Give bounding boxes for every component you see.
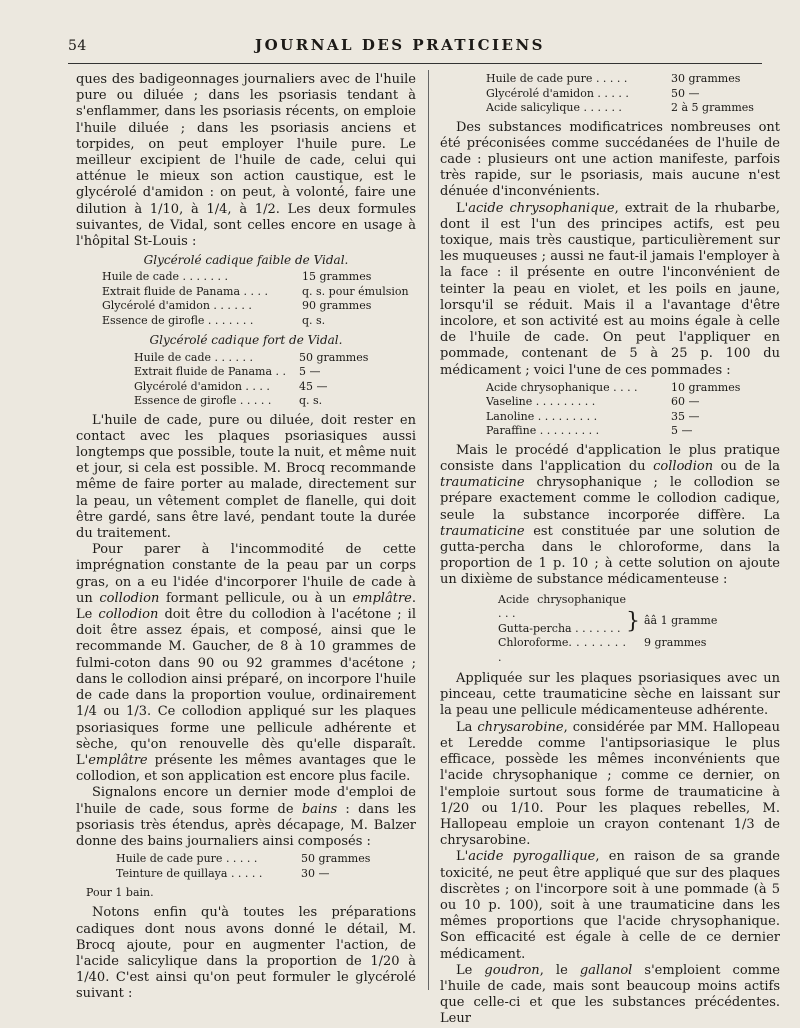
recipe-row: Glycérolé d'amidon . . . . . 50 — <box>486 86 700 100</box>
recipe-title: Glycérolé cadique fort de Vidal. <box>149 333 343 348</box>
recipe-row: Extrait fluide de Panama . . 5 — <box>134 365 321 379</box>
brace-icon: } <box>626 608 640 634</box>
brace-quantities: } ââ 1 gramme 9 grammes <box>626 608 718 650</box>
paragraph: Pour parer à l'incommodité de cette imprégnation constante de la peau par un corps gras, on a eu l'idée d'incorporer l'huile de cade à un collodion formant pellicule, ou à un emplâtre. Le collodion doit être du collodion à l'acétone ; il doit être assez épais, et composé, ainsi que le recommande M. Gaucher, de 8 à 10 grammes de fulmi-coton dans 90 ou 92 grammes d'acétone ; dans le collodion ainsi préparé, on incorpore l'huile de cade dans la proportion voulue, ordinairement 1/4 ou 1/3. Ce collodion appliqué sur les plaques psoriasiques forme une pellicule adhérente et sèche, qu'on renouvelle dès qu'elle disparaît. L'emplâtre présente les mêmes avantages que le collodion, et son application est encore plus facile. <box>76 542 416 785</box>
recipe-title: Glycérolé cadique faible de Vidal. <box>143 253 349 268</box>
brace-names: Acide chrysophanique . . . Gutta-percha . . . . . . . Chloroforme. . . . . . . . . <box>498 592 626 664</box>
recipe-row: Extrait fluide de Panama . . . . q. s. pour émulsion <box>102 284 409 298</box>
recipe-salicylic <box>440 72 780 116</box>
left-column <box>76 72 416 1003</box>
running-head: JOURNAL DES PRATICIENS <box>255 36 545 54</box>
paragraph: ques des badigeonnages journaliers avec de l'huile pure ou diluée ; dans les psoriasis tendant à s'enflammer, dans les psoriasis récents, on emploie l'huile diluée ; dans les psoriasis anciens et torpides, on peut employer l'huile pure. Le meilleur excipient de l'huile de cade, celui qui atténue le mieux son action caustique, est le glycérolé d'amidon : on peut, à volonté, faire une dilution à 1/10, à 1/4, à 1/2. Les deux formules suivantes, de Vidal, sont celles encore en usage à l'hôpital St-Louis : <box>76 72 416 250</box>
recipe-row: Paraffine . . . . . . . . . 5 — <box>486 424 693 438</box>
column-divider <box>428 70 429 990</box>
recipe-row: Lanoline . . . . . . . . . 35 — <box>486 409 700 423</box>
page-number: 54 <box>68 38 87 54</box>
right-column <box>440 72 780 1028</box>
recipe-row: Teinture de quillaya . . . . . 30 — <box>116 866 330 880</box>
paragraph: Mais le procédé d'application le plus pratique consiste dans l'application du collodion ou de la traumaticine chrysophanique ; le collodion se prépare exactement comme le collodion cadique, seule la substance incorporée diffère. La traumaticine est constituée par une solution de gutta-percha dans le chloroforme, dans la proportion de 1 p. 10 ; à cette solution on ajoute un dixième de substance médicamenteuse : <box>440 442 780 588</box>
recipe-row: Glycérolé d'amidon . . . . 45 — <box>134 379 328 393</box>
recipe-pommade <box>440 381 780 439</box>
recipe-row: Vaseline . . . . . . . . . 60 — <box>486 395 700 409</box>
recipe-weak-vidal <box>76 270 416 328</box>
paragraph: L'acide chrysophanique, extrait de la rhubarbe, dont il est l'un des principes actifs, est peu toxique, mais très caustique, particulièrement sur les muqueuses ; aussi ne faut-il jamais l'employer à la face : il présente en outre l'inconvénient de teinter la peau en violet, et les poils en jaune, lorsqu'il se réduit. Mais il a l'avantage d'être incolore, et son activité est au moins égale à celle de l'huile de cade. On peut l'appliquer en pommade, contenant de 5 à 25 p. 100 du médicament ; voici l'une de ces pommades : <box>440 200 780 378</box>
paragraph: La chrysarobine, considérée par MM. Hallopeau et Leredde comme l'antipsoriasique le plus efficace, possède les mêmes inconvénients que l'acide chrysophanique ; comme ce dernier, on l'emploie surtout sous forme de traumaticine à 1/20 ou 1/10. Pour les plaques rebelles, M. Hallopeau emploie un crayon contenant 1/3 de chrysarobine. <box>440 719 781 849</box>
recipe-bath <box>76 852 416 881</box>
recipe-row: Huile de cade pure . . . . . 30 grammes <box>486 72 741 85</box>
recipe-row: Glycérolé d'amidon . . . . . . 90 grammes <box>102 299 372 313</box>
recipe-row: Acide salicylique . . . . . . 2 à 5 grammes <box>486 101 754 114</box>
paragraph: Appliquée sur les plaques psoriasiques avec un pinceau, cette traumaticine sèche en laissant sur la peau une pellicule médicamenteuse adhérente. <box>440 671 780 719</box>
recipe-strong-vidal <box>76 351 416 409</box>
recipe-row: Huile de cade pure . . . . . 50 grammes <box>116 852 371 866</box>
paragraph: Notons enfin qu'à toutes les préparations cadiques dont nous avons donné le détail, M. Brocq ajoute, pour en augmenter l'action, de l'acide salicylique dans la proportion de 1/20 à 1/40. C'est ainsi qu'on peut formuler le glycérolé suivant : <box>76 905 416 1002</box>
paragraph: Signalons encore un dernier mode d'emploi de l'huile de cade, sous forme de bains : dans les psoriasis très étendus, après décapage, M. Balzer donne des bains journaliers ainsi composés : <box>76 785 417 849</box>
recipe-row: Huile de cade . . . . . . 50 grammes <box>134 350 369 364</box>
paragraph: L'acide pyrogallique, en raison de sa grande toxicité, ne peut être appliqué que sur des plaques discrètes ; on l'incorpore soit à une pommade (à 5 ou 10 p. 100), soit à une traumaticine dans les mêmes proportions que l'acide chrysophanique. Son efficacité est égale à celle de ce dernier médicament. <box>440 849 780 962</box>
recipe-row: Essence de girofle . . . . . . . q. s. <box>102 313 326 327</box>
paragraph: L'huile de cade, pure ou diluée, doit rester en contact avec les plaques psoriasiques aussi longtemps que possible, toute la nuit, et même nuit et jour, si cela est possible. M. Brocq recommande même de faire porter au malade, directement sur la peau, un vêtement complet de flanelle, qui doit être gardé, sans être lavé, pendant toute la durée du traitement. <box>76 412 416 542</box>
recipe-row: Essence de girofle . . . . . q. s. <box>134 394 323 408</box>
recipe-traumaticine <box>498 593 780 666</box>
recipe-note: Pour 1 bain. <box>86 886 154 900</box>
recipe-row: Huile de cade . . . . . . . 15 grammes <box>102 270 372 284</box>
recipe-row: Acide chrysophanique . . . . 10 grammes <box>486 380 741 394</box>
header-rule <box>68 63 762 64</box>
paragraph: Le goudron, le gallanol s'emploient comme l'huile de cade, mais sont beaucoup moins actifs que celle-ci et que les substances précédentes. Leur <box>440 962 780 1027</box>
paragraph: Des substances modificatrices nombreuses ont été préconisées comme succédanées de l'huile de cade : plusieurs ont une action manifeste, parfois très rapide, sur le psoriasis, mais aucune n'est dénuée d'inconvénients. <box>440 119 780 200</box>
